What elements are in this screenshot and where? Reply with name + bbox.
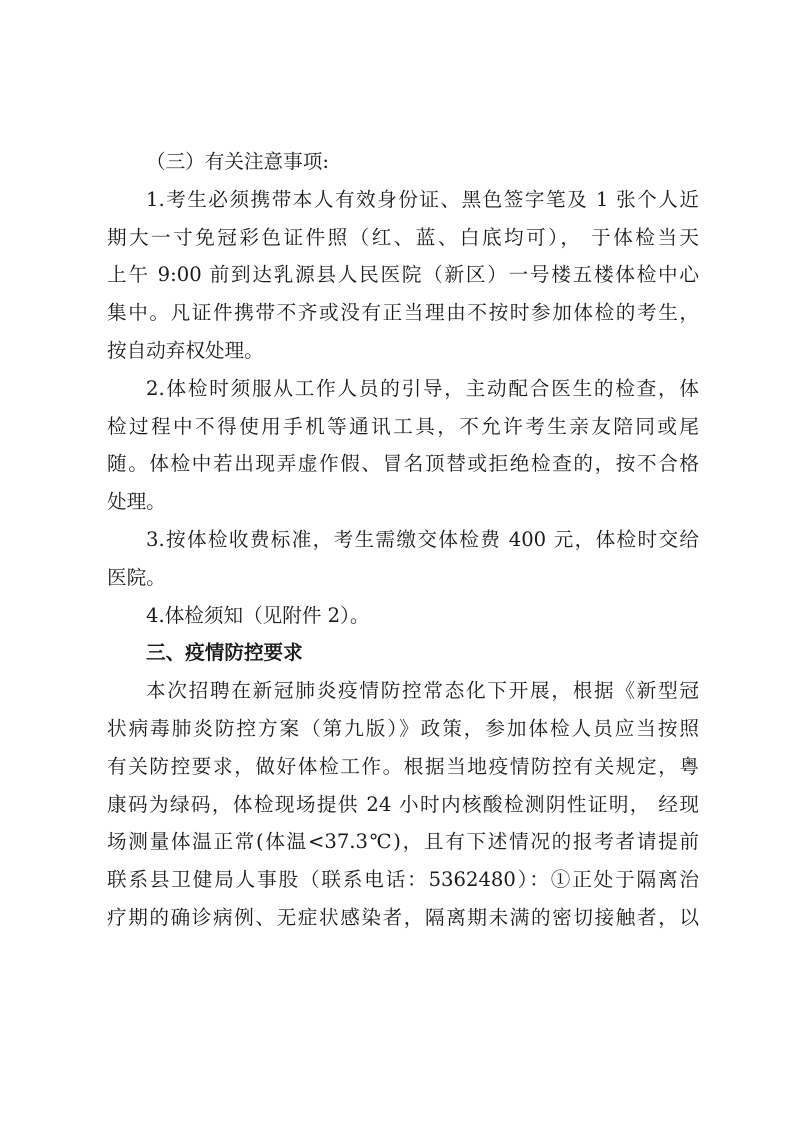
- text-line: 医院。: [107, 565, 166, 589]
- text-line: 本次招聘在新冠肺炎疫情防控常态化下开展，根据《新型冠: [146, 679, 699, 703]
- text-line: 场测量体温正常(体温<37.3℃)，且有下述情况的报考者请提前: [107, 830, 699, 854]
- text-line: 按自动弃权处理。: [107, 338, 264, 362]
- text-line: 上午 9:00 前到达乳源县人民医院（新区）一号楼五楼体检中心: [107, 263, 699, 287]
- text-line: 集中。凡证件携带不齐或没有正当理由不按时参加体检的考生，: [107, 301, 699, 325]
- text-line: 随。体检中若出现弄虚作假、冒名顶替或拒绝检查的，按不合格: [107, 452, 699, 476]
- text-line: 期大一寸免冠彩色证件照（红、蓝、白底均可）， 于体检当天: [107, 225, 699, 249]
- text-line: 1.考生必须携带本人有效身份证、黑色签字笔及 1 张个人近: [146, 187, 699, 211]
- text-line: 处理。: [107, 490, 166, 514]
- document-body: [107, 143, 699, 937]
- text-line: 联系县卫健局人事股（联系电话：5362480）：①正处于隔离治: [107, 868, 699, 892]
- section-subheading: （三）有关注意事项:: [146, 150, 329, 173]
- text-line: 状病毒肺炎防控方案（第九版）》政策，参加体检人员应当按照: [107, 716, 699, 740]
- text-line: 检过程中不得使用手机等通讯工具，不允许考生亲友陪同或尾: [107, 414, 699, 438]
- text-line: 3.按体检收费标准，考生需缴交体检费 400 元，体检时交给: [146, 527, 699, 551]
- text-line: 2.体检时须服从工作人员的引导，主动配合医生的检查，体: [146, 376, 699, 400]
- text-line: 康码为绿码，体检现场提供 24 小时内核酸检测阴性证明， 经现: [107, 792, 699, 816]
- text-line: 有关防控要求，做好体检工作。根据当地疫情防控有关规定，粤: [107, 754, 699, 778]
- text-line: 疗期的确诊病例、无症状感染者，隔离期未满的密切接触者，以: [107, 905, 699, 929]
- text-line: 4.体检须知（见附件 2）。: [146, 603, 370, 627]
- section-heading: 三、疫情防控要求: [146, 641, 303, 665]
